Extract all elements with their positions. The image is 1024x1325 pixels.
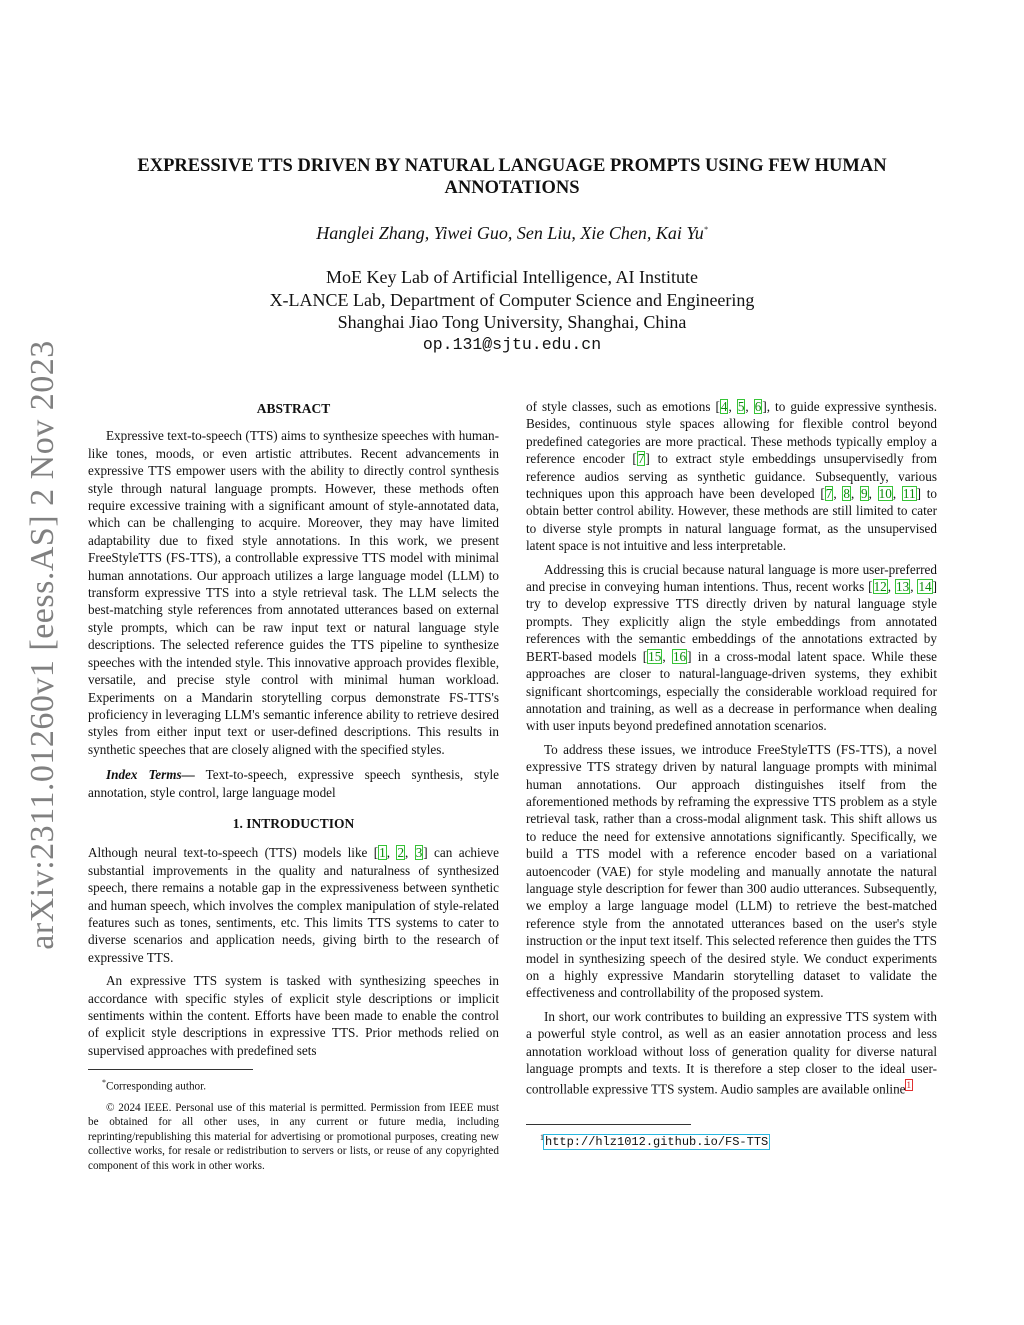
intro-paragraph-5: In short, our work contributes to building an expressive TTS system with a powerful style control, as well as an easier annotation process and less annotation workload without loss of generation quality for diverse natural language prompts and texts. It is therefore a step closer to the ideal user-controllable expressive TTS system. Audio samples are available online$^1$ xyxy=(526,1008,937,1097)
url-footnote: $^1$http://hlz1012.github.io/FS-TTS xyxy=(540,1133,769,1149)
citation-link[interactable]: 14 xyxy=(918,579,932,595)
right-column xyxy=(526,398,937,1156)
authors-text: Hanglei Zhang, Yiwei Guo, Sen Liu, Xie Chen, Kai Yu xyxy=(316,223,704,243)
affiliation-block xyxy=(80,266,944,356)
footnote-rule xyxy=(88,1069,253,1070)
abstract-heading: ABSTRACT xyxy=(256,401,331,416)
author-mark: * xyxy=(703,225,708,234)
arxiv-identifier: arXiv:2311.01260v1 [eess.AS] 2 Nov 2023 xyxy=(24,340,61,950)
index-terms-text: Text-to-speech, expressive speech synthesis, style annotation, style control, large language model xyxy=(88,767,499,800)
index-terms xyxy=(88,766,499,801)
citation-link[interactable]: 5 xyxy=(737,399,745,414)
intro-paragraph-4: To address these issues, we introduce FreeStyleTTS (FS-TTS), a novel expressive TTS strategy driven by natural language prompts with minimal human annotations. Our approach distinguishes itself from the aforementioned methods by reframing the expressive TTS problem as a style retrieval task, rather than a cross-modal alignment task. This shift allows us to reduce the need for extensive annotations significantly. Specifically, we build a TTS model with a reference encoder based on a variational autoencoder (VAE) for style modeling and manually annotate the natural language style description for fewer than 300 audio utterances. Subsequently, we employ a large language model (LLM) to retrieve the best-matched reference style from the annotated utterances based on the user's style instruction or the input text itself. This selected reference then guides the TTS model in synthesizing speech of the desired style. We conduct experiments on a highly expressive Mandarin storytelling dataset to validate the effectiveness and controllability of the proposed system. xyxy=(526,741,937,1001)
abstract-text: Expressive text-to-speech (TTS) aims to synthesize speeches with human-like tones, moods, or even artistic attributes. Recent advancements in expressive TTS empower users with the ability to directly control synthesis style through natural language prompts. However, these methods often require excessive training with a significant amount of style-annotated data, which can be challenging to acquire. Moreover, they may have limited adaptability due to fixed style annotations. In this work, we present FreeStyleTTS (FS-TTS), a controllable expressive TTS model with minimal human annotations. Our approach utilizes a large language model (LLM) to transform expressive TTS into a style retrieval task. The LLM selects the best-matching style references from annotated utterances based on external style prompts, which can be raw input text or natural language style descriptions. The selected reference guides the TTS pipeline to synthesize speeches with the intended style. This innovative approach provides flexible, versatile, and precise style control with minimal human workload. Experiments on a Mandarin storytelling corpus demonstrate FS-TTS's proficiency in leveraging LLM's semantic inference ability to retrieve desired styles from either input text or user-defined descriptions. This results in synthetic speeches that are closely aligned with the specified styles. xyxy=(88,428,499,757)
affiliation-line: X-LANCE Lab, Department of Computer Science and Engineering xyxy=(269,289,755,310)
citation-link[interactable]: 8 xyxy=(843,486,850,502)
citation-link[interactable]: 15 xyxy=(648,648,662,664)
affiliation-line: MoE Key Lab of Artificial Intelligence, AI Institute xyxy=(326,267,698,287)
citation-link[interactable]: 13 xyxy=(896,579,910,595)
paper-title: EXPRESSIVE TTS DRIVEN BY NATURAL LANGUAGE PROMPTS USING FEW HUMAN ANNOTATIONS xyxy=(137,156,887,198)
citation-link[interactable]: 7 xyxy=(637,451,645,467)
citation-link[interactable]: 12 xyxy=(873,579,887,595)
citation-link[interactable]: 3 xyxy=(415,845,423,861)
citation-link[interactable]: 2 xyxy=(397,845,405,861)
left-column xyxy=(88,398,499,1180)
intro-paragraph-2: An expressive TTS system is tasked with synthesizing speeches in accordance with specific styles of explicit style descriptions or implicit sentiments within the content. Efforts have been made to enable the control of explicit style descriptions in expressive TTS. Prior methods relied on supervised approaches with predefined sets xyxy=(88,973,499,1058)
intro-paragraph-2-continued: of style classes, such as emotions [4, 5, 6], to guide expressive synthesis. Besides, continuous style spaces allowing for flexible control beyond predefined categories are more practical. These methods typically employ a reference encoder [7] to extract style embeddings unsupervisedly from reference audios serving as synthetic guidance. Subsequently, various techniques upon this approach have been developed [7, 8, 9, 10, 11] to obtain better control ability. However, these methods are still limited to cater to diverse style prompts in natural language format, as the unsupervised latent space is not intuitive and less interpretable. xyxy=(526,399,938,554)
intro-paragraph-3: Addressing this is crucial because natural language is more user-preferred and precise in conveying human intentions. Thus, recent works [12, 13, 14] try to develop expressive TTS directly driven by natural language style prompts. They explicitly align the style embeddings from annotated references with the semantic embeddings of the annotations extracted by BERT-based models [15, 16] in a cross-modal latent space. While these approaches are closer to natural-language-driven systems, they exhibit significant shortcomings, especially the considerable workload required for annotation and training, as well as a decrease in performance when dealing with user inputs beyond predefined annotation scenarios. xyxy=(526,561,938,734)
citation-link[interactable]: 4 xyxy=(720,399,728,414)
affiliation-line: Shanghai Jiao Tong University, Shanghai, China xyxy=(337,312,687,332)
index-terms-label: Index Terms— xyxy=(106,767,195,783)
author-list xyxy=(80,223,944,244)
citation-link[interactable]: 16 xyxy=(672,648,687,664)
project-url-link[interactable]: http://hlz1012.github.io/FS-TTS xyxy=(545,1134,769,1149)
intro-paragraph-1: Although neural text-to-speech (TTS) models like [1, 2, 3] can achieve substantial improvements in the quality and naturalness of synthesized speech, there remains a notable gap in the expressiveness between synthetic and human speech, which involves the complex manipulation of style-related features such as tones, sentiments, etc. This limits TTS systems to cater to diverse scenarios and application needs, giving birth to the research of expressive TTS. xyxy=(88,845,499,965)
copyright-notice: © 2024 IEEE. Personal use of this material is permitted. Permission from IEEE must be obtained for all other uses, in any current or future media, including reprinting/republishing this material for advertising or promotional purposes, creating new collective works, for resale or redistribution to servers or lists, or reuse of any copyrighted component of this work in other works. xyxy=(88,1101,499,1172)
citation-link[interactable]: 7 xyxy=(825,486,833,502)
footnote-rule xyxy=(526,1124,691,1125)
citation-link[interactable]: 11 xyxy=(902,486,916,502)
citation-link[interactable]: 1 xyxy=(379,845,386,861)
corresponding-footnote: *Corresponding author. xyxy=(102,1078,207,1093)
footnote-reference[interactable]: 1 xyxy=(906,1080,912,1091)
citation-link[interactable]: 9 xyxy=(861,486,868,502)
citation-link[interactable]: 6 xyxy=(754,399,762,414)
arxiv-sidebar xyxy=(18,340,68,950)
citation-link[interactable]: 10 xyxy=(878,486,892,502)
author-email: op.131@sjtu.edu.cn xyxy=(422,334,602,354)
introduction-heading: 1. INTRODUCTION xyxy=(232,815,355,831)
